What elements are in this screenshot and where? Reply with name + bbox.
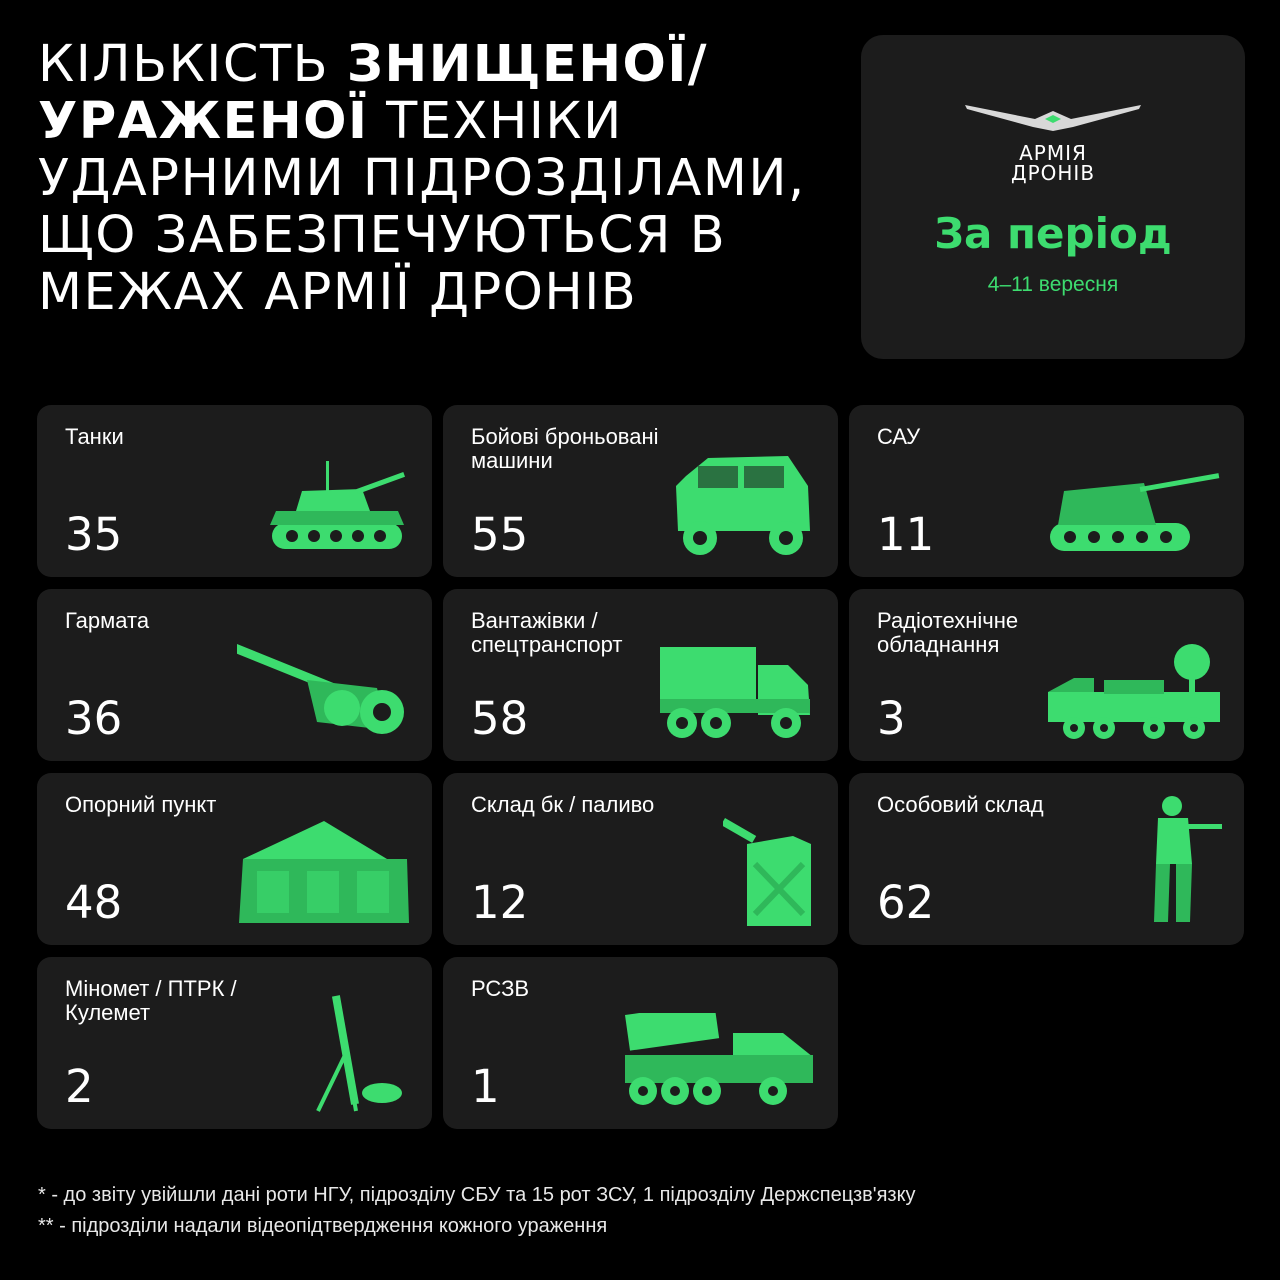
stat-card-trucks [443,589,838,761]
period-dates: 4–11 вересня [987,273,1119,296]
brand-name [861,143,1245,183]
stat-card-spg [849,405,1244,577]
card-value: 36 [65,692,123,745]
card-value: 62 [877,876,935,929]
card-value: 11 [877,508,935,561]
title-bold-damaged: УРАЖЕНОЇ [38,92,369,151]
stat-card-artillery [37,589,432,761]
page-title [38,36,838,321]
stat-card-ammo-fuel-depot [443,773,838,945]
period-box [861,35,1245,359]
card-label: Особовий склад [877,792,1044,817]
card-value: 2 [65,1060,94,1113]
card-label: Склад бк / паливо [471,792,655,817]
card-value: 55 [471,508,529,561]
stat-card-strongpoint [37,773,432,945]
drone-logo-icon [963,97,1143,137]
title-bold-destroyed: ЗНИЩЕНОЇ/ [346,35,708,94]
stat-card-armored-vehicles [443,405,838,577]
footnote-video-confirmation: ** - підрозділи надали відеопідтвердження кожного ураження [38,1215,608,1237]
card-value: 1 [471,1060,500,1113]
radar-vehicle-icon [1044,640,1224,745]
card-label: Міномет / ПТРК /Кулемет [65,976,237,1025]
mlrs-icon [623,1013,818,1113]
truck-icon [658,645,818,745]
card-value: 35 [65,508,123,561]
footnote-sources: * - до звіту увійшли дані роти НГУ, підрозділу СБУ та 15 рот ЗСУ, 1 підрозділу Держспецзв'язку [38,1184,916,1206]
brand-line-1: АРМІЯ [1019,141,1087,165]
card-label: Радіотехнічне обладнання [877,608,1019,657]
footnotes [38,1180,916,1242]
card-label: Гармата [65,608,150,633]
fuel-canister-icon [723,814,818,929]
card-label: Опорний пункт [65,792,217,817]
tank-icon [262,451,412,561]
stat-card-tanks [37,405,432,577]
stat-card-personnel [849,773,1244,945]
brand-line-2: ДРОНІВ [1010,161,1096,185]
howitzer-icon [237,630,412,745]
card-label: Вантажівки / спецтранспорт [471,608,623,657]
card-label: Бойові броньовані машини [471,424,659,473]
card-label: САУ [877,424,921,449]
card-value: 12 [471,876,529,929]
stat-card-radio-equipment [849,589,1244,761]
armored-vehicle-icon [668,446,818,561]
tent-icon [237,819,412,929]
card-value: 3 [877,692,906,745]
stat-card-mortar [37,957,432,1129]
self-propelled-gun-icon [1044,461,1224,561]
card-value: 58 [471,692,529,745]
card-label: РСЗВ [471,976,530,1001]
mortar-icon [312,993,412,1113]
period-title: За період [934,209,1172,258]
card-value: 48 [65,876,123,929]
title-text-1: КІЛЬКІСТЬ [38,35,347,94]
soldier-icon [1144,794,1224,929]
stat-card-mlrs [443,957,838,1129]
title-text-2: ТЕХНІКИ УДАРНИМИ ПІДРОЗДІЛАМИ, ЩО ЗАБЕЗПЕЧУЮТЬСЯ В МЕЖАХ АРМІЇ ДРОНІВ [38,92,806,322]
card-label: Танки [65,424,124,449]
